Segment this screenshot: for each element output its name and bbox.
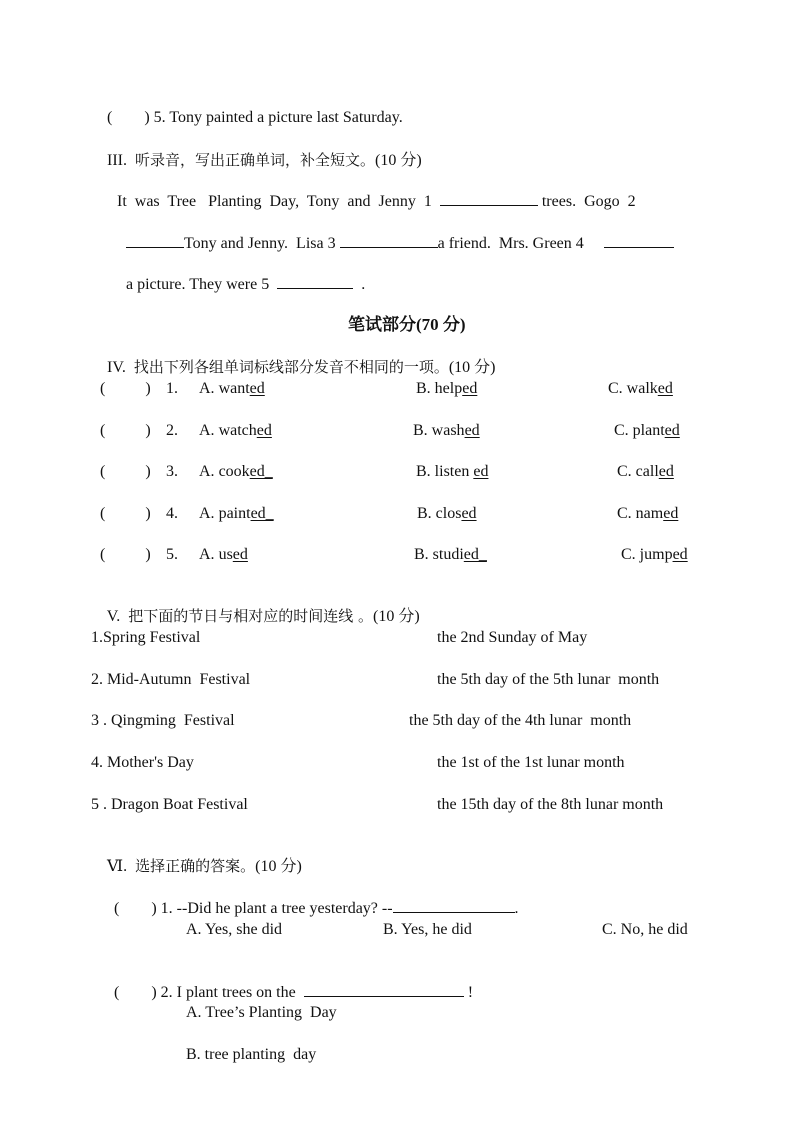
answer-paren[interactable]: ( ) xyxy=(100,380,151,397)
word-stem: jump xyxy=(639,546,673,563)
date-item[interactable]: the 5th day of the 4th lunar month xyxy=(409,712,632,729)
answer-paren: ( ) xyxy=(107,109,154,126)
word-stem: clos xyxy=(435,505,462,522)
choice-option-b[interactable]: B. Yes, he did xyxy=(383,921,472,938)
phonics-option xyxy=(413,421,480,441)
word-stem: walk xyxy=(626,380,658,397)
option-letter: A. xyxy=(199,422,215,439)
underlined-suffix: ed xyxy=(657,380,673,397)
underlined-suffix: ed_ xyxy=(250,505,274,522)
option-letter: C. xyxy=(617,463,632,480)
word-stem: paint xyxy=(218,505,251,522)
phonics-option xyxy=(199,462,273,482)
answer-paren: ( ) xyxy=(114,900,161,917)
phonics-option xyxy=(417,504,477,524)
date-item[interactable]: the 5th day of the 5th lunar month xyxy=(437,671,660,688)
option-letter: A. xyxy=(199,463,215,480)
underlined-suffix: ed xyxy=(658,463,674,480)
underlined-suffix: ed xyxy=(664,422,680,439)
phonics-option xyxy=(621,545,688,565)
date-item[interactable]: the 1st of the 1st lunar month xyxy=(437,754,625,771)
underlined-suffix: ed xyxy=(462,380,478,397)
question-number: 5. xyxy=(166,546,178,563)
option-letter: C. xyxy=(608,380,623,397)
word-stem: nam xyxy=(635,505,664,522)
option-letter: C. xyxy=(621,546,636,563)
option-letter: B. xyxy=(416,463,431,480)
title-score: (70 分) xyxy=(416,315,466,334)
answer-paren[interactable]: ( ) xyxy=(100,546,151,563)
choice-option-a[interactable]: A. Yes, she did xyxy=(186,921,283,938)
phonics-option xyxy=(199,504,274,524)
underlined-suffix: ed xyxy=(473,463,489,480)
section-number: Ⅵ. xyxy=(107,858,136,875)
title-cn: 笔试部分 xyxy=(348,315,416,335)
blank-3[interactable] xyxy=(340,233,438,248)
passage-text: It was Tree Planting Day, Tony and Jenny 1 xyxy=(117,193,440,210)
word-stem: wash xyxy=(431,422,465,439)
phonics-option xyxy=(414,545,487,565)
festival-item[interactable]: 1.Spring Festival xyxy=(91,629,201,646)
underlined-suffix: ed_ xyxy=(463,546,487,563)
option-letter: A. xyxy=(199,380,215,397)
word-stem: listen xyxy=(434,463,474,480)
underlined-suffix: ed xyxy=(232,546,248,563)
question-number: 4. xyxy=(166,505,178,522)
blank-2[interactable] xyxy=(126,233,184,248)
passage-text: Tony and Jenny. Lisa 3 xyxy=(184,235,340,252)
festival-item[interactable]: 2. Mid-Autumn Festival xyxy=(91,671,251,688)
word-stem: call xyxy=(635,463,659,480)
section-number: V. xyxy=(106,608,129,625)
word-stem: help xyxy=(434,380,463,397)
option-letter: B. xyxy=(416,380,431,397)
word-stem: plant xyxy=(632,422,665,439)
phonics-option xyxy=(199,379,265,399)
festival-item[interactable]: 5 . Dragon Boat Festival xyxy=(91,796,248,813)
option-letter: B. xyxy=(413,422,428,439)
festival-item[interactable]: 3 . Qingming Festival xyxy=(91,712,235,729)
section-score: (10 分) xyxy=(375,152,422,169)
word-stem: watch xyxy=(218,422,257,439)
underlined-suffix: ed xyxy=(249,380,265,397)
phonics-option xyxy=(617,462,674,482)
question-number: 2. xyxy=(166,422,178,439)
passage-text: . xyxy=(353,276,366,293)
option-letter: B. xyxy=(417,505,432,522)
passage-text: a picture. They were 5 xyxy=(126,276,278,293)
phonics-option xyxy=(199,421,272,441)
option-letter: B. xyxy=(414,546,429,563)
underlined-suffix: ed xyxy=(672,546,688,563)
item-text: 5. Tony painted a picture last Saturday. xyxy=(153,109,403,126)
phonics-option xyxy=(416,462,488,482)
answer-blank[interactable] xyxy=(304,982,464,997)
blank-4[interactable] xyxy=(604,233,674,248)
phonics-option xyxy=(416,379,477,399)
blank-1[interactable] xyxy=(440,191,538,206)
section-number: III. xyxy=(107,152,135,169)
word-stem: studi xyxy=(432,546,464,563)
passage-text: trees. Gogo 2 xyxy=(537,193,636,210)
choice-option-a[interactable]: A. Tree’s Planting Day xyxy=(186,1004,337,1021)
phonics-option xyxy=(614,421,680,441)
date-item[interactable]: the 15th day of the 8th lunar month xyxy=(437,796,664,813)
answer-paren[interactable]: ( ) xyxy=(100,463,151,480)
festival-item[interactable]: 4. Mother's Day xyxy=(91,754,194,771)
option-letter: C. xyxy=(617,505,632,522)
section-score: (10 分) xyxy=(255,858,302,875)
question-number: 1. xyxy=(166,380,178,397)
passage-line-3 xyxy=(110,254,365,315)
blank-5[interactable] xyxy=(277,274,353,289)
phonics-option xyxy=(199,545,248,565)
phonics-option xyxy=(608,379,673,399)
word-stem: cook xyxy=(218,463,250,480)
section-score: (10 分) xyxy=(448,359,496,376)
choice-option-c[interactable]: C. No, he did xyxy=(602,921,688,938)
passage-text: a friend. Mrs. Green 4 xyxy=(437,235,604,252)
section-instruction: 找出下列各组单词标线部分发音不相同的一项。 xyxy=(133,358,449,376)
underlined-suffix: ed xyxy=(464,422,480,439)
section-number: IV. xyxy=(107,359,134,376)
choice-option-b[interactable]: B. tree planting day xyxy=(186,1046,317,1063)
word-stem: us xyxy=(218,546,233,563)
underlined-suffix: ed xyxy=(256,422,272,439)
question-number: 3. xyxy=(166,463,178,480)
answer-paren[interactable]: ( ) xyxy=(100,505,151,522)
word-stem: want xyxy=(218,380,250,397)
question-text: 1. --Did he plant a tree yesterday? -- xyxy=(160,900,393,917)
answer-blank[interactable] xyxy=(393,898,515,913)
option-letter: C. xyxy=(614,422,629,439)
date-item[interactable]: the 2nd Sunday of May xyxy=(437,629,588,646)
underlined-suffix: ed xyxy=(461,505,477,522)
option-letter: A. xyxy=(199,546,215,563)
section-instruction: 选择正确的答案。 xyxy=(135,857,256,875)
answer-paren: ( ) xyxy=(114,984,161,1001)
section-instruction: 把下面的节日与相对应的时间连线 。 xyxy=(128,607,373,625)
section-score: (10 分) xyxy=(373,608,420,625)
underlined-suffix: ed_ xyxy=(249,463,273,480)
option-letter: A. xyxy=(199,505,215,522)
section-instruction: 听录音，写出正确单词，补全短文。 xyxy=(134,151,375,169)
question-text: 2. I plant trees on the xyxy=(160,984,304,1001)
question-tail: . xyxy=(514,900,519,917)
answer-paren[interactable]: ( ) xyxy=(100,422,151,439)
question-tail: ! xyxy=(463,984,474,1001)
underlined-suffix: ed xyxy=(663,505,679,522)
phonics-option xyxy=(617,504,678,524)
